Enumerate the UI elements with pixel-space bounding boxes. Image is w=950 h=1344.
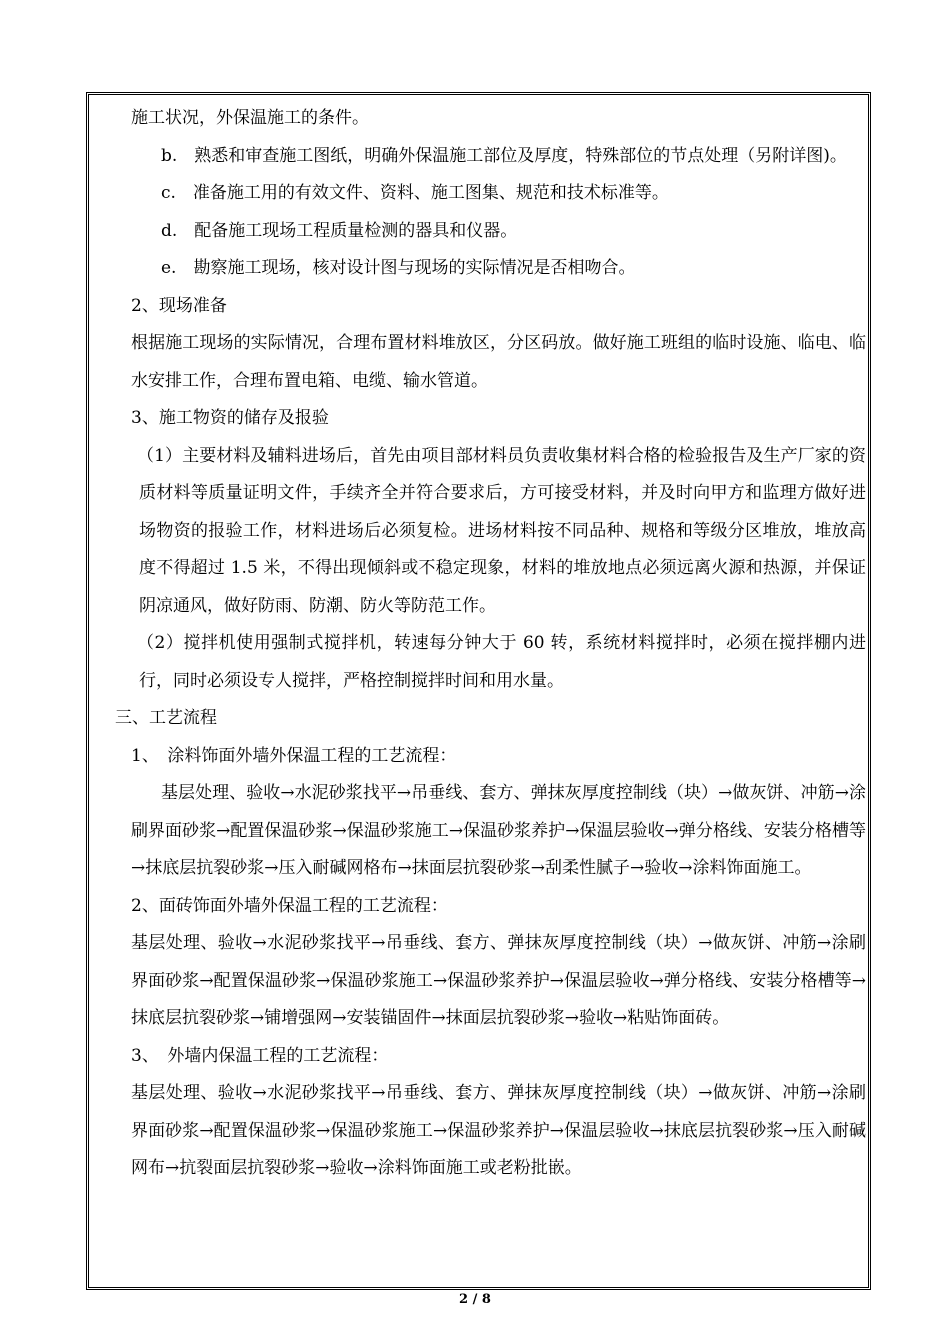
page-number: 2 / 8 [459,1292,491,1307]
heading-flow-2: 2、面砖饰面外墙外保温工程的工艺流程： [131,895,448,916]
paragraph-material-1: （1）主要材料及辅料进场后，首先由项目部材料员负责收集材料合格的检验报告及生产厂家的资质材料等质量证明文件，手续齐全并符合要求后，方可接受材料，并及时向甲方和监理方做好进场物资的报验工作，材料进场后必须复检。进场材料按不同品种、规格和等级分区堆放，堆放高度不得超过 1.5 米，不得出现倾斜或不稳定现象，材料的堆放地点必须远离火源和热源，并保证阴凉通风，做好防雨、防潮、防火等防范工作。 [137,445,866,616]
heading-flow-1: 1、 涂料饰面外墙外保温工程的工艺流程： [131,745,457,766]
heading-material-storage: 3、施工物资的储存及报验 [131,408,329,428]
heading-process-flow: 三、工艺流程 [115,708,217,728]
document-body [115,100,866,1188]
heading-site-preparation: 2、现场准备 [131,295,227,316]
item-b: b. 熟悉和审查施工图纸，明确外保温施工部位及厚度，特殊部位的节点处理（另附详图)。 [161,145,847,166]
paragraph-site-preparation: 根据施工现场的实际情况，合理布置材料堆放区，分区码放。做好施工班组的临时设施、临电、临水安排工作，合理布置电箱、电缆、输水管道。 [131,333,866,391]
paragraph-flow-2: 基层处理、验收→水泥砂浆找平→吊垂线、套方、弹抹灰厚度控制线（块）→做灰饼、冲筋→涂刷界面砂浆→配置保温砂浆→保温砂浆施工→保温砂浆养护→保温层验收→弹分格线、安装分格槽等→抹底层抗裂砂浆→铺增强网→安装锚固件→抹面层抗裂砂浆→验收→粘贴饰面砖。 [131,933,866,1028]
paragraph-flow-1: 基层处理、验收→水泥砂浆找平→吊垂线、套方、弹抹灰厚度控制线（块）→做灰饼、冲筋→涂刷界面砂浆→配置保温砂浆→保温砂浆施工→保温砂浆养护→保温层验收→弹分格线、安装分格槽等→抹底层抗裂砂浆→压入耐碱网格布→抹面层抗裂砂浆→刮柔性腻子→验收→涂料饰面施工。 [131,783,866,878]
paragraph-material-2: （2）搅拌机使用强制式搅拌机，转速每分钟大于 60 转，系统材料搅拌时，必须在搅拌棚内进行，同时必须设专人搅拌，严格控制搅拌时间和用水量。 [137,633,866,691]
item-c: c. 准备施工用的有效文件、资料、施工图集、规范和技术标准等。 [161,183,669,203]
paragraph-continuation: 施工状况，外保温施工的条件。 [131,108,369,128]
item-d: d. 配备施工现场工程质量检测的器具和仪器。 [161,220,518,241]
item-e: e. 勘察施工现场，核对设计图与现场的实际情况是否相吻合。 [161,258,636,278]
paragraph-flow-3: 基层处理、验收→水泥砂浆找平→吊垂线、套方、弹抹灰厚度控制线（块）→做灰饼、冲筋→涂刷界面砂浆→配置保温砂浆→保温砂浆施工→保温砂浆养护→保温层验收→抹底层抗裂砂浆→压入耐碱网布→抗裂面层抗裂砂浆→验收→涂料饰面施工或老粉批嵌。 [131,1083,866,1178]
heading-flow-3: 3、 外墙内保温工程的工艺流程： [131,1045,389,1066]
